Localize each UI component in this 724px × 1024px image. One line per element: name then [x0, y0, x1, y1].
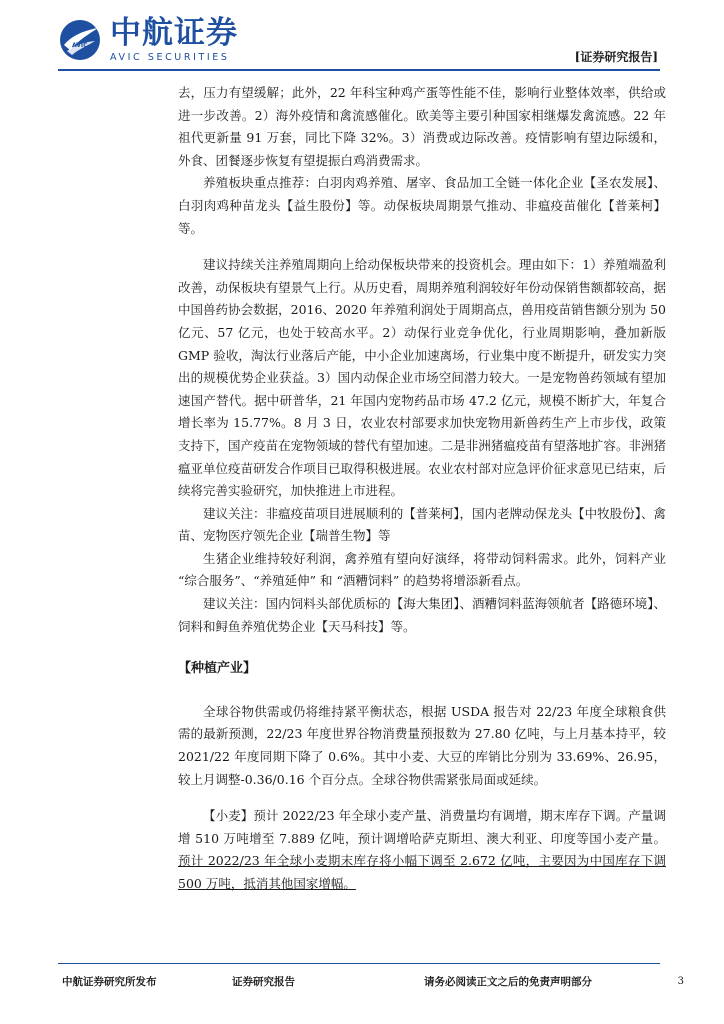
wheat-forecast-text: 【小麦】预计 2022/23 年全球小麦产量、消费量均有调增，期末库存下调。产量调增 510 万吨增至 7.889 亿吨，预计调增哈萨克斯坦、澳大利亚、印度等国小麦产量。 — [178, 808, 666, 846]
report-body — [178, 82, 666, 896]
page-header — [0, 0, 724, 72]
footer-report-type: 证券研究报告 — [232, 976, 295, 988]
section-title-planting: 【种植产业】 — [178, 661, 257, 677]
paragraph-feed-picks: 建议关注：国内饲料头部优质标的【海大集团】、酒糟饲料蓝海领航者【路德环境】、饲料和鲟鱼养殖优势企业【天马科技】等。 — [178, 596, 666, 634]
paragraph-animal-health-picks: 建议关注：非瘟疫苗项目进展顺利的【普莱柯】，国内老牌动保龙头【中牧股份】、禽苗、宠物医疗领先企业【瑞普生物】等 — [178, 505, 666, 544]
paragraph-feed-outlook: 生猪企业维持较好利润，禽养殖有望向好演绎，将带动饲料需求。此外，饲料产业 “综合服务”、“养殖延伸” 和 “酒糟饲料” 的趋势将增添新看点。 — [178, 550, 666, 589]
paragraph-wheat — [178, 805, 666, 895]
paragraph-breeding-picks: 养殖板块重点推荐：白羽肉鸡养殖、屠宰、食品加工全链一体化企业【圣农发展】、白羽肉鸡种苗龙头【益生股份】等。动保板块周期景气推动、非瘟疫苗催化【普莱柯】等。 — [178, 175, 666, 236]
paragraph-grain-balance: 全球谷物供需或仍将维持紧平衡状态，根据 USDA 报告对 22/23 年度全球粮食供需的最新预测，22/23 年度世界谷物消费量预报数为 27.80 亿吨，与上月基本持平，较 2021/22 年度同期下降了 0.6%。其中小麦、大豆的库销比分别为 33.69%、26.95，较上月调整-0.36/0.16 个百分点。全球谷物供需紧张局面或延续。 — [178, 703, 666, 787]
page-number: 3 — [677, 976, 684, 987]
logo-lettering: AVIC — [72, 42, 88, 50]
avic-wing-logo-icon — [58, 18, 102, 62]
footer-disclaimer: 请务必阅读正文之后的免责声明部分 — [424, 976, 592, 988]
paragraph-poultry-supply: 去，压力有望缓解；此外，22 年科宝种鸡产蛋等性能不佳，影响行业整体效率，供给或进一步改善。2）海外疫情和禽流感催化。欧美等主要引种国家相继爆发禽流感。22 年祖代更新量 91 万套，同比下降 32%。3）消费或边际改善。疫情影响有望边际缓和，外食、团餐逐步恢复有望提振白鸡消费需求。 — [178, 85, 666, 168]
footer-divider — [58, 963, 660, 964]
header-divider — [58, 69, 660, 71]
brand-name-cn: 中航证券 — [110, 15, 238, 51]
paragraph-animal-health-thesis: 建议持续关注养殖周期向上给动保板块带来的投资机会。理由如下：1）养殖端盈利改善，动保板块有望景气上行。从历史看，周期养殖利润较好年份动保销售额都较高，据中国兽药协会数据，2016、2020 年养殖利润处于周期高点，兽用疫苗销售额分别为 50 亿元、57 亿元，也处于较高水平。2）动保行业竞争优化，行业周期影响，叠加新版 GMP 验收，淘汰行业落后产能，中小企业加速离场，行业集中度不断提升，研发实力突出的规模优势企业获益。3）国内动保企业市场空间潜力较大。一是宠物兽药领域有望加速国产替代。据中研普华，21 年国内宠物药品市场 47.2 亿元，规模不断扩大，年复合增长率为 15.77%。8 月 3 日，农业农村部要求加快宠物用新兽药生产上市步伐，政策支持下，国产疫苗在宠物领域的替代有望加速。二是非洲猪瘟疫苗有望落地扩容。非洲猪瘟亚单位疫苗研发合作项目已取得积极进展。农业农村部对应急评价征求意见已结束，后续将完善实验研究，加快推进上市进程。 — [178, 257, 666, 499]
report-type-tag: [证券研究报告] — [574, 50, 658, 64]
brand-logo — [58, 15, 238, 63]
wheat-stock-underlined-text: 预计 2022/23 年全球小麦期末库存将小幅下调至 2.672 亿吨，主要因为中国库存下调 500 万吨，抵消其他国家增幅。 — [178, 853, 666, 891]
footer-publisher: 中航证券研究所发布 — [62, 976, 157, 988]
brand-name-en: AVIC SECURITIES — [110, 52, 230, 63]
